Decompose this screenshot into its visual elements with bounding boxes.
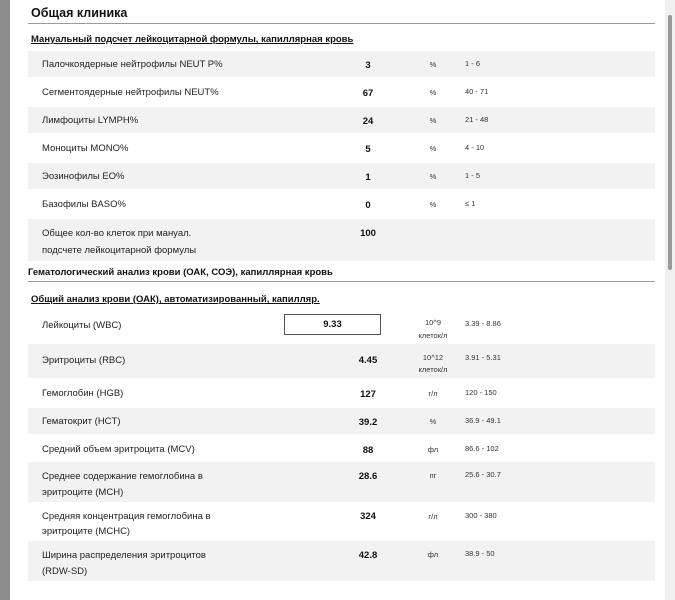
result-row [28,380,655,406]
result-row [28,462,655,502]
test-unit: % [429,144,437,153]
subsection-title-manual: Мануальный подсчет лейкоцитарной формулы, капиллярная кровь [31,34,354,45]
test-unit-continued: клеток/л [418,365,448,374]
test-value: 5 [365,144,371,155]
result-row [28,107,655,133]
test-unit: фл [427,550,439,559]
test-unit: фл [427,445,439,454]
test-unit: % [429,200,437,209]
test-value: 39.2 [358,417,378,428]
reference-range: 25.6 - 30.7 [465,470,501,479]
test-name: Гемоглобин (HGB) [42,388,124,399]
test-unit: % [429,60,437,69]
reference-range: 300 - 380 [465,511,497,520]
result-row [28,436,655,462]
test-name: Моноциты MONO% [42,143,129,154]
vertical-scrollbar[interactable] [665,0,675,600]
test-value: 1 [365,172,371,183]
reference-range: 120 - 150 [465,388,497,397]
test-value: 127 [360,389,376,400]
test-value: 324 [360,511,376,522]
test-name: Среднее содержание гемоглобина в [42,471,203,482]
result-row [28,163,655,189]
test-name: Палочкоядерные нейтрофилы NEUT P% [42,59,223,70]
divider [28,281,655,282]
test-unit: г/л [428,512,438,521]
test-unit: 10^9 [424,318,442,327]
divider [28,23,655,24]
test-value: 0 [365,200,371,211]
test-name: Лимфоциты LYMPH% [42,115,139,126]
reference-range: 21 - 48 [465,115,489,124]
reference-range: 4 - 10 [465,143,485,152]
test-unit: % [429,172,437,181]
test-unit: % [429,417,437,426]
test-value: 24 [362,116,374,127]
reference-range: 3.39 - 8.86 [465,319,501,328]
result-row [28,408,655,434]
test-value: 67 [362,88,374,99]
result-row [28,503,655,540]
result-row [28,344,655,378]
hematology-section-title: Гематологический анализ крови (ОАК, СОЭ), капиллярная кровь [28,267,333,278]
test-name: Ширина распределения эритроцитов [42,550,206,561]
reference-range: 3.91 - 5.31 [465,353,501,362]
test-name: Лейкоциты (WBC) [42,320,122,331]
reference-range: 1 - 6 [465,59,481,68]
result-row [28,541,655,581]
test-unit: г/л [428,389,438,398]
reference-range: 40 - 71 [465,87,489,96]
result-row [28,191,655,217]
reference-range: 1 - 5 [465,171,481,180]
test-name: Гематокрит (HCT) [42,416,121,427]
result-row [28,311,655,343]
test-name-continued: (RDW-SD) [42,566,88,577]
test-value-highlighted: 9.33 [284,314,381,335]
scrollbar-thumb[interactable] [668,15,672,270]
result-row [28,135,655,161]
result-row [28,219,655,261]
test-value: 4.45 [358,355,378,366]
section-title: Общая клиника [31,6,128,20]
test-value: 88 [362,445,374,456]
test-value: 3 [365,60,371,71]
test-name-continued: подсчете лейкоцитарной формулы [42,245,197,256]
reference-range: 86.6 - 102 [465,444,499,453]
test-name-continued: эритроците (MCH) [42,487,124,498]
reference-range: ≤ 1 [465,199,476,208]
test-name: Сегментоядерные нейтрофилы NEUT% [42,87,219,98]
test-unit: пг [429,471,437,480]
left-edge-shadow [0,0,10,600]
test-name: Эритроциты (RBC) [42,355,126,366]
test-unit: % [429,116,437,125]
reference-range: 38.9 - 50 [465,549,495,558]
test-unit-continued: клеток/л [418,331,448,340]
test-name: Общее кол-во клеток при мануал. [42,228,192,239]
result-row [28,79,655,105]
reference-range: 36.9 - 49.1 [465,416,501,425]
test-name: Эозинофилы EO% [42,171,125,182]
test-name: Средняя концентрация гемоглобина в [42,511,211,522]
test-value: 100 [360,228,376,239]
test-value: 28.6 [358,471,378,482]
result-row [28,51,655,77]
subsection-title-cbc: Общий анализ крови (ОАК), автоматизированный, капилляр. [31,294,320,305]
test-name-continued: эритроците (MCHC) [42,526,131,537]
test-name: Базофилы BASO% [42,199,126,210]
test-value: 42.8 [358,550,378,561]
test-unit: 10^12 [422,353,444,362]
test-name: Средний объем эритроцита (MCV) [42,444,195,455]
test-unit: % [429,88,437,97]
